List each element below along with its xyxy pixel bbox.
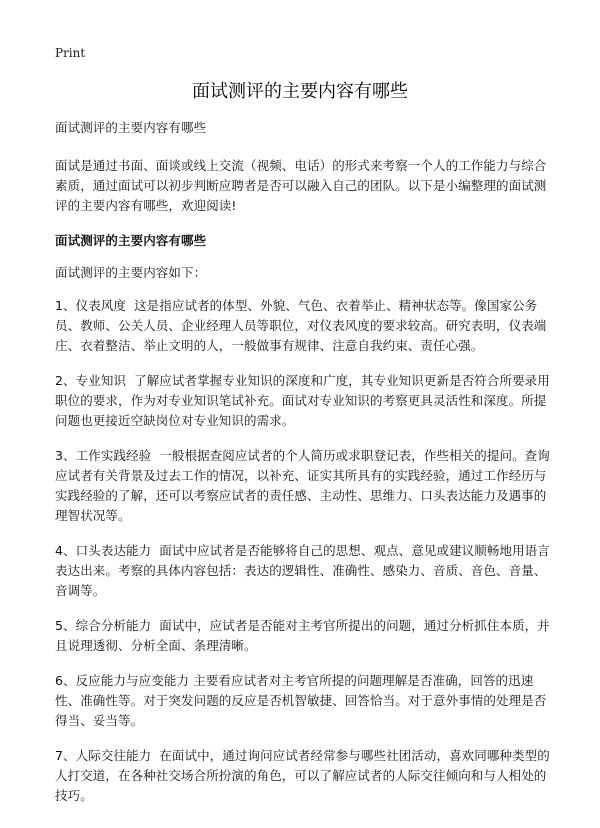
list-item: [55, 371, 550, 431]
list-intro: 面试测评的主要内容如下：: [55, 265, 207, 280]
list-item-text: 面试中应试者是否能够将自己的思想、观点、意见或建议顺畅地用语言表达出来。考察的具体内容包括：表达的逻辑性、准确性、感染力、音质、音色、音量、音调等。: [55, 543, 550, 598]
list-item-label: 2、专业知识: [55, 373, 127, 388]
document-body: [55, 118, 550, 821]
document-subtitle: 面试测评的主要内容有哪些: [55, 120, 207, 135]
document-title: 面试测评的主要内容有哪些: [192, 81, 408, 102]
list-item-text: 这是指应试者的体型、外貌、气色、衣着举止、精神状态等。像国家公务员、教师、公关人员、企业经理人员等职位，对仪表风度的要求较高。研究表明，仪表端庄、衣着整洁、举止文明的人，一般做事有规律、注意自我约束、责任心强。: [55, 298, 547, 353]
list-item-label: 4、口头表达能力: [55, 543, 152, 558]
list-item: [55, 746, 550, 806]
list-item-text: 了解应试者掌握专业知识的深度和广度，其专业知识更新是否符合所要录用职位的要求，作为对专业知识笔试补充。面试对专业知识的考察更具灵活性和深度。所提问题也更接近空缺岗位对专业知识的需求。: [55, 373, 550, 428]
list-item-text: 在面试中，通过询问应试者经常参与哪些社团活动，喜欢同哪种类型的人打交道，在各种社交场合所扮演的角色，可以了解应试者的人际交往倾向和与人相处的技巧。: [55, 748, 550, 803]
section-heading: 面试测评的主要内容有哪些: [55, 233, 207, 248]
list-item-text: 一般根据查阅应试者的个人简历或求职登记表，作些相关的提问。查询应试者有关背景及过去工作的情况，以补充、证实其所具有的实践经验，通过工作经历与实践经验的了解，还可以考察应试者的责任感、主动性、思维力、口头表达能力及遇事的理智状况等。: [55, 448, 550, 523]
list-item-label: 7、人际交往能力: [55, 748, 152, 763]
list-item-text: 面试中，应试者是否能对主考官所提出的问题，通过分析抓住本质，并且说理透彻、分析全面、条理清晰。: [55, 618, 550, 653]
list-item-label: 1、仪表风度: [55, 298, 127, 313]
intro-paragraph: 面试是通过书面、面谈或线上交流（视频、电话）的形式来考察一个人的工作能力与综合素质，通过面试可以初步判断应聘者是否可以融入自己的团队。以下是小编整理的面试测评的主要内容有哪些，欢迎阅读!: [55, 158, 547, 213]
list-item: [55, 541, 550, 601]
list-item: [55, 616, 550, 656]
list-item: [55, 446, 550, 526]
list-item: [55, 296, 550, 356]
print-link[interactable]: Print: [55, 46, 86, 60]
list-item: [55, 671, 550, 731]
list-item-label: 6、反应能力与应变能力: [55, 673, 190, 688]
list-item-label: 3、工作实践经验: [55, 448, 152, 463]
list-item-label: 5、综合分析能力: [55, 618, 152, 633]
list-item-text: 主要看应试者对主考官所提的问题理解是否准确，回答的迅速性、准确性等。对于突发问题的反应是否机智敏捷、回答恰当。对于意外事情的处理是否得当、妥当等。: [55, 673, 547, 728]
